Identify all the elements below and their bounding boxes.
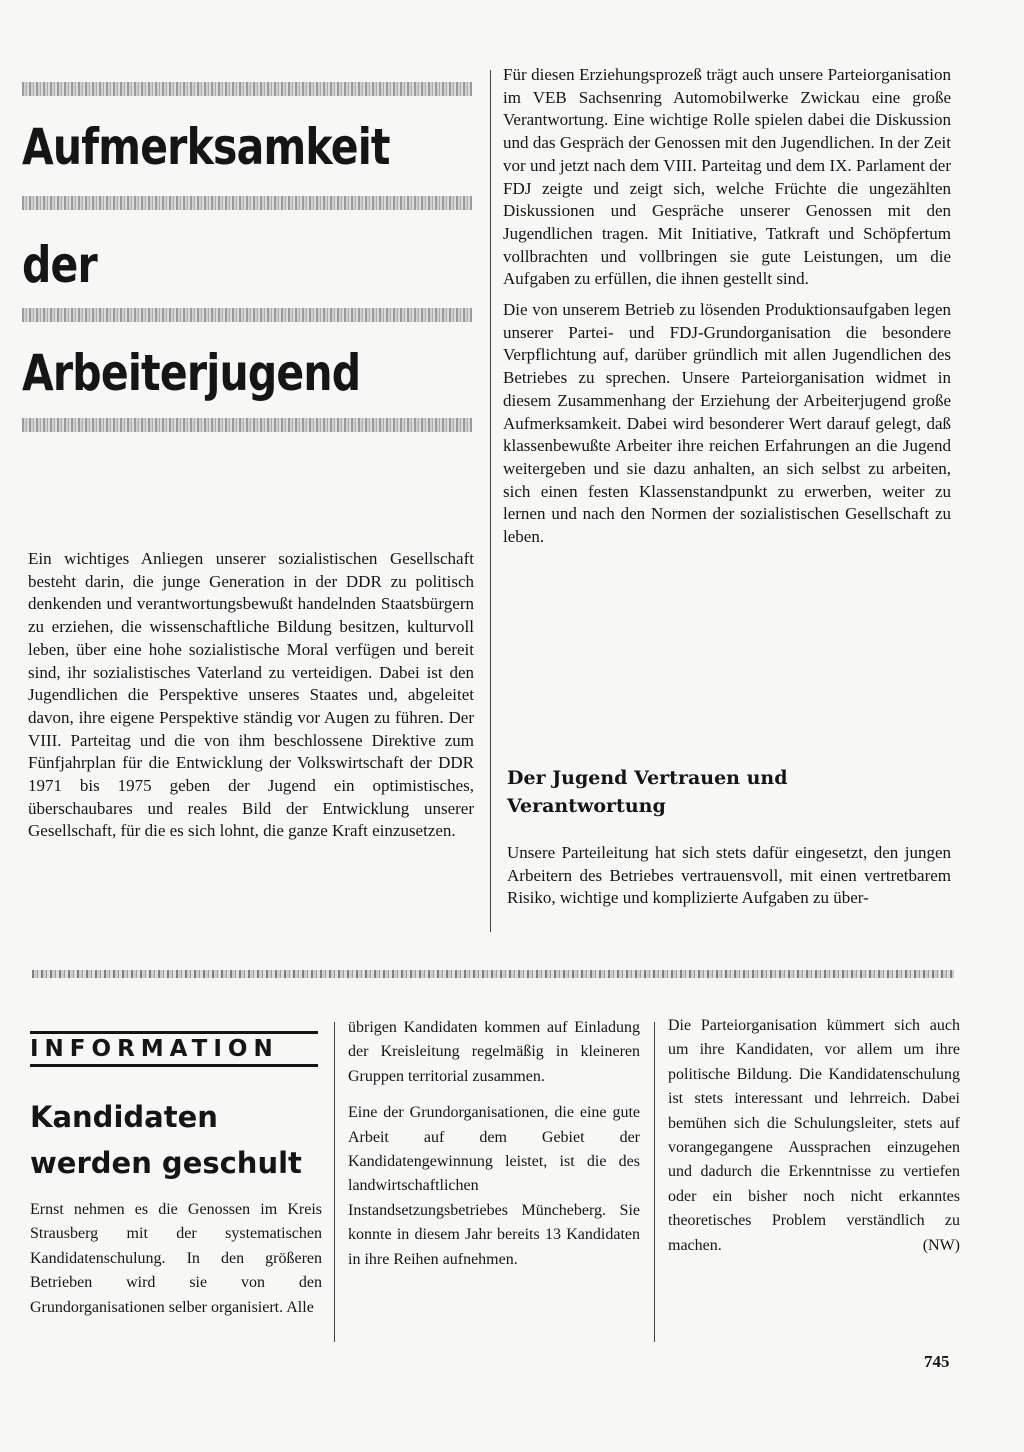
headline-line-1: Aufmerksamkeit: [22, 118, 390, 176]
info-divider-2: [654, 1022, 655, 1342]
info-col2-paragraph-2: Eine der Grundorganisationen, die eine gute Arbeit auf dem Gebiet der Kandidatengewinnung leistet, ist die des landwirtschaftlichen Instandsetzungsbetriebes Müncheberg. Sie konnte in diesem Jahr bereits 13 Kandidaten in ihre Reihen aufnehmen.: [348, 1104, 640, 1268]
right-paragraph-2: Die von unserem Betrieb zu lösenden Produktionsaufgaben legen unserer Partei- und FDJ-Grundorganisation die besondere Verpflichtung auf, darüber gründlich mit allen Jugendlichen des Betriebes zu sprechen. Unsere Parteiorganisation widmet in diesem Zusammenhang der Erziehung der Arbeiterjugend große Aufmerksamkeit. Dabei wird besonderer Wert darauf gelegt, daß klassenbewußte Arbeiter ihre reichen Erfahrungen an die Jugend weitergeben und sie dazu anhalten, an sich selbst zu arbeiten, sich einen festen Klassenstandpunkt zu erwerben, weiter zu lernen und nach den Normen der sozialistischen Gesellschaft zu leben.: [503, 300, 951, 547]
info-col3-body: Die Parteiorganisation kümmert sich auch um ihre Kandidaten, vor allem um ihre politische Bildung. Die Kandidatenschulung ist stets interessant und lehrreich. Dabei bemühen sich die Schulungsleiter, stets auf vorangegangene Aussprachen einzugehen und dadurch die Erkenntnisse zu vertiefen oder ein bisher noch nicht erkanntes theoretisches Problem verständlich zu machen.: [668, 1017, 960, 1254]
info-column-2: [348, 1016, 640, 1280]
intro-column: [28, 548, 474, 851]
info-signature: (NW): [922, 1236, 960, 1254]
section-subheading: Der Jugend Vertrauen und Verantwortung: [507, 767, 788, 817]
right-column-top: [503, 64, 951, 557]
decorative-band-1: [22, 82, 472, 96]
headline-line-2: der: [22, 236, 97, 294]
info-headline: [30, 1094, 330, 1186]
info-label: INFORMATION: [30, 1036, 279, 1062]
right-column-bottom: [507, 842, 951, 918]
decorative-band-4: [22, 418, 472, 432]
info-col1-text: Ernst nehmen es die Genossen im Kreis Strausberg mit der systematischen Kandidatenschulung. In den größeren Betrieben wird sie von den Grundorganisationen selber organisiert. Alle: [30, 1201, 322, 1316]
info-col2-paragraph-1: übrigen Kandidaten kommen auf Einladung der Kreisleitung regelmäßig in kleineren Gruppen territorial zusammen.: [348, 1019, 640, 1085]
right-paragraph-1: Für diesen Erziehungsprozeß trägt auch unsere Parteiorganisation im VEB Sachsenring Automobilwerke Zwickau eine große Verantwortung. Eine wichtige Rolle spielen dabei die Diskussion und das Gespräch der Genossen mit den Jugendlichen. In der Zeit vor und jetzt nach dem VIII. Parteitag und dem IX. Parlament der FDJ zeigte und zeigt sich, welche Früchte die ungezählten Diskussionen und Gespräche unserer Genossen mit den Jugendlichen tragen. Mit Initiative, Tatkraft und Schöpfertum vollbrachten und vollbringen sie gute Leistungen, um die Aufgaben zu erfüllen, die ihnen gestellt sind.: [503, 65, 951, 289]
page-number: 745: [924, 1352, 950, 1371]
info-column-3: [668, 1014, 960, 1266]
right-paragraph-3: Unsere Parteileitung hat sich stets dafür eingesetzt, den jungen Arbeitern des Betriebes vertrauensvoll, mit einen vertretbarem Risiko, wichtige und komplizierte Aufgaben zu über-: [507, 843, 951, 908]
info-divider-1: [334, 1022, 335, 1342]
info-headline-line-1: Kandidaten: [30, 1100, 218, 1134]
intro-paragraph: Ein wichtiges Anliegen unserer sozialistischen Gesellschaft besteht darin, die junge Generation in der DDR zu politisch denkenden und verantwortungsbewußt handelnden Staatsbürgern zu erziehen, die wissenschaftliche Bildung besitzen, kulturvoll leben, über eine hohe sozialistische Moral verfügen und bereit sind, ihr sozialistisches Vaterland zu verteidigen. Dabei ist den Jugendlichen die Perspektive unseres Staates und, abgeleitet davon, ihre eigene Perspektive ständig vor Augen zu führen. Der VIII. Parteitag und die von ihm beschlossene Direktive zum Fünfjahrplan für die Entwicklung der Volkswirtschaft der DDR 1971 bis 1975 geben der Jugend ein optimistisches, überschaubares und reales Bild der Entwicklung unserer Gesellschaft, für die es sich lohnt, die ganze Kraft einzusetzen.: [28, 549, 474, 841]
headline-line-3: Arbeiterjugend: [22, 344, 361, 402]
column-divider: [490, 70, 491, 932]
info-col3-text: [668, 1014, 960, 1258]
info-column-1: [30, 1198, 322, 1328]
info-headline-line-2: werden geschult: [30, 1146, 302, 1180]
info-rule-bottom: [30, 1064, 318, 1067]
section-separator: [32, 970, 954, 978]
decorative-band-3: [22, 308, 472, 322]
info-rule-top: [30, 1031, 318, 1034]
decorative-band-2: [22, 196, 472, 210]
